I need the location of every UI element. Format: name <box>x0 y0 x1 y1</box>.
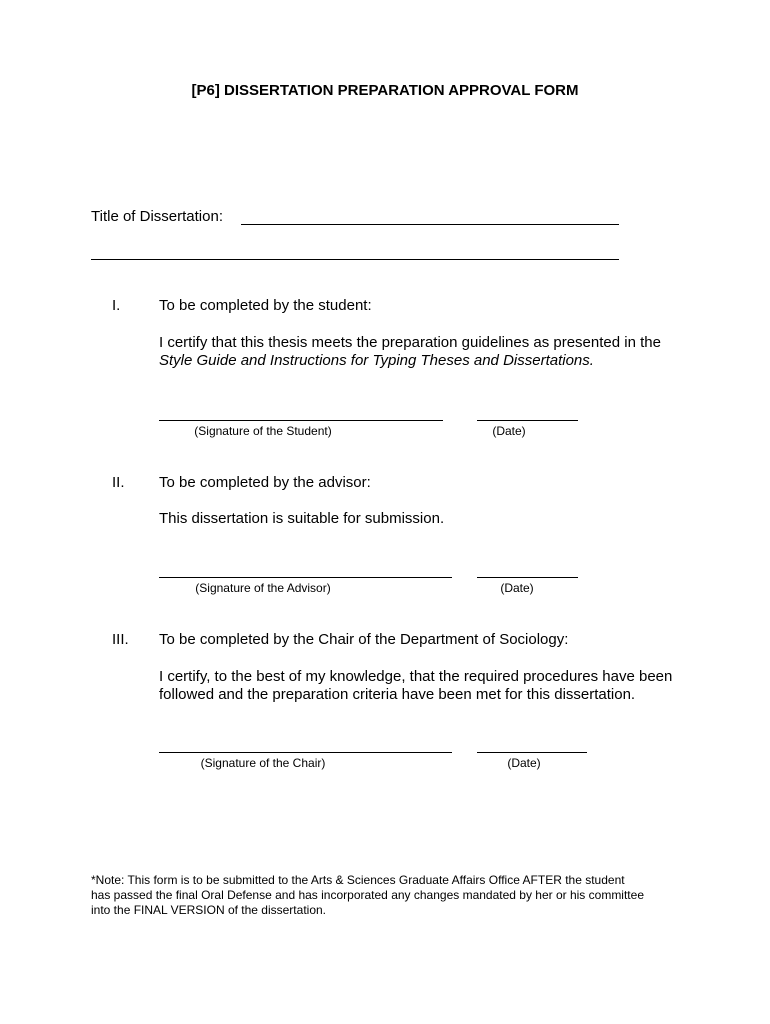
chair-signature-line[interactable] <box>159 752 452 753</box>
section-3-heading: To be completed by the Chair of the Department of Sociology: <box>159 631 569 648</box>
dissertation-title-line-1[interactable] <box>241 224 619 225</box>
advisor-date-caption: (Date) <box>500 581 534 595</box>
advisor-date-line[interactable] <box>477 577 578 578</box>
student-date-caption: (Date) <box>492 424 526 438</box>
footnote-line-1: *Note: This form is to be submitted to the Arts & Sciences Graduate Affairs Office AFTER the student <box>91 873 625 887</box>
section-1-statement-line-1: I certify that this thesis meets the preparation guidelines as presented in the <box>159 334 661 351</box>
section-3-statement-line-2: followed and the preparation criteria have been met for this dissertation. <box>159 686 636 703</box>
section-2-heading: To be completed by the advisor: <box>159 474 371 491</box>
footnote <box>91 873 691 918</box>
footnote-line-3: into the FINAL VERSION of the dissertation. <box>91 903 326 917</box>
footnote-line-2: has passed the final Oral Defense and has incorporated any changes mandated by her or his committee <box>91 888 644 902</box>
chair-date-line[interactable] <box>477 752 587 753</box>
section-1-numeral: I. <box>112 297 121 314</box>
student-date-line[interactable] <box>477 420 578 421</box>
chair-signature-caption: (Signature of the Chair) <box>200 756 326 770</box>
section-3-numeral: III. <box>112 631 129 648</box>
dissertation-title-label: Title of Dissertation: <box>91 208 223 225</box>
advisor-signature-line[interactable] <box>159 577 452 578</box>
section-3-statement-line-1: I certify, to the best of my knowledge, that the required procedures have been <box>159 668 673 685</box>
advisor-signature-caption: (Signature of the Advisor) <box>195 581 331 595</box>
section-1-statement-line-2: Style Guide and Instructions for Typing Theses and Dissertations. <box>159 352 594 369</box>
student-signature-line[interactable] <box>159 420 443 421</box>
student-signature-caption: (Signature of the Student) <box>194 424 332 438</box>
form-title: [P6] DISSERTATION PREPARATION APPROVAL FORM <box>191 82 579 99</box>
section-2-numeral: II. <box>112 474 125 491</box>
section-1-heading: To be completed by the student: <box>159 297 372 314</box>
section-2-statement-line-1: This dissertation is suitable for submission. <box>159 510 445 527</box>
chair-date-caption: (Date) <box>507 756 541 770</box>
dissertation-title-line-2[interactable] <box>91 259 619 260</box>
